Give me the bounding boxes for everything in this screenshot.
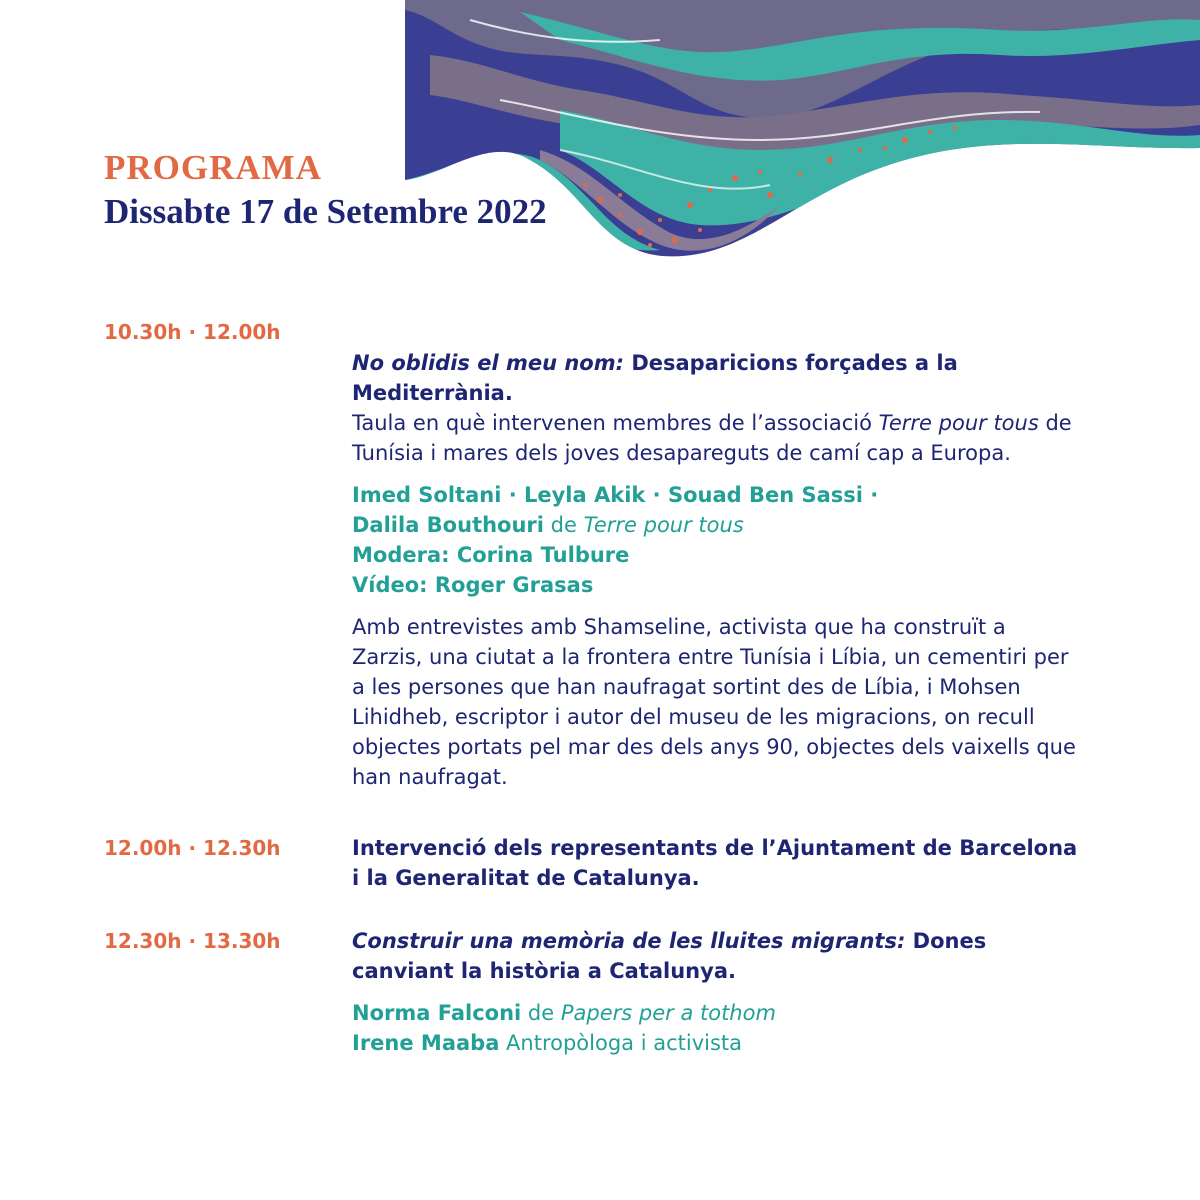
session-3-title: [352, 926, 1082, 986]
session-3-time: 12.30h · 13.30h: [104, 929, 281, 953]
session-1-speakers: [352, 480, 1082, 600]
session-1-title-rest: Desaparicions forçades a la Mediterrània.: [352, 351, 958, 405]
session-1-speaker-org: Terre pour tous: [583, 513, 744, 537]
session-1-desc-part-2: de Tunísia i mares dels joves desapareguts de camí cap a Europa.: [352, 411, 1072, 465]
session-1-moderator: Modera: Corina Tulbure: [352, 543, 630, 567]
session-3-speaker-de: de: [527, 1001, 555, 1025]
wave-illustration: [0, 0, 1200, 275]
date-title: Dissabte 17 de Setembre 2022: [104, 192, 547, 231]
program-label: PROGRAMA: [104, 148, 322, 187]
session-3-speaker-org: Papers per a tothom: [560, 1001, 776, 1025]
session-1-title: [352, 348, 1082, 408]
session-1-desc-org: Terre pour tous: [878, 411, 1039, 435]
session-1-desc-part-1: Taula en què intervenen membres de l’associació: [352, 411, 872, 435]
session-1-speaker-de: de: [550, 513, 577, 537]
session-3: [352, 926, 1082, 1058]
session-3-title-rest: Dones canviant la història a Catalunya.: [352, 929, 987, 983]
session-3-title-italic: Construir una memòria de les lluites migrants:: [352, 929, 906, 953]
session-3-speaker-role: Antropòloga i activista: [506, 1031, 743, 1055]
session-1: [352, 348, 1082, 792]
session-1-video: Vídeo: Roger Grasas: [352, 573, 594, 597]
session-1-time: 10.30h · 12.00h: [104, 320, 281, 344]
session-3-speaker-norma: Norma Falconi: [352, 1001, 522, 1025]
session-1-title-italic: No oblidis el meu nom:: [352, 351, 625, 375]
session-2: [352, 833, 1082, 893]
session-1-extra: Amb entrevistes amb Shamseline, activista que ha construït a Zarzis, una ciutat a la frontera entre Tunísia i Líbia, un cementiri per a les persones que han naufragat sortint des de Líbia, i Mohsen Lihidheb, escriptor i autor del museu de les migracions, on recull objectes portats pel mar des dels anys 90, objectes dels vaixells que han naufragat.: [352, 615, 1076, 789]
session-1-speaker-dalila: Dalila Bouthouri: [352, 513, 544, 537]
session-1-description: [352, 408, 1082, 468]
session-2-title: Intervenció dels representants de l’Ajuntament de Barcelona i la Generalitat de Catalunya.: [352, 836, 1078, 890]
session-3-speakers: [352, 998, 1082, 1058]
session-1-speakers-line-1: Imed Soltani · Leyla Akik · Souad Ben Sassi ·: [352, 483, 879, 507]
session-3-speaker-irene: Irene Maaba: [352, 1031, 500, 1055]
session-2-time: 12.00h · 12.30h: [104, 836, 281, 860]
